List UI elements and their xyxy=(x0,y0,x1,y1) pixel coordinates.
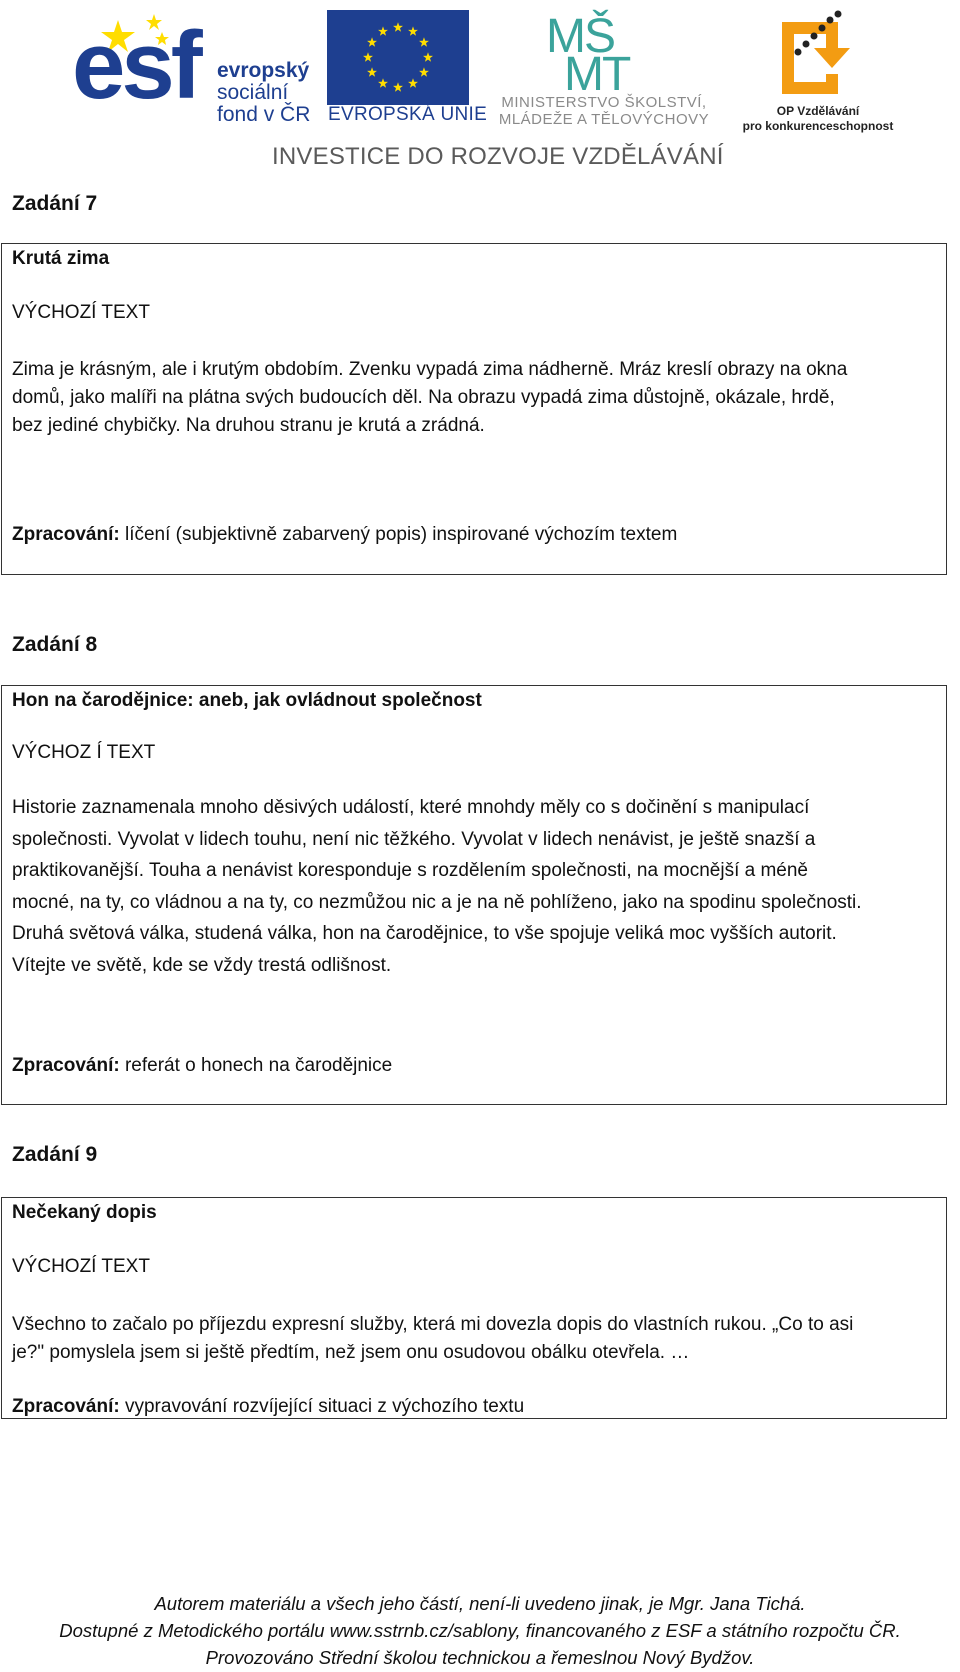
msmt-caption: MINISTERSTVO ŠKOLSTVÍ, MLÁDEŽE A TĚLOVÝCHOVY xyxy=(498,94,710,128)
task-description: Zpracování: referát o honech na čarodějnice xyxy=(12,1055,393,1076)
investice-slogan: INVESTICE DO ROZVOJE VZDĚLÁVÁNÍ xyxy=(272,143,724,170)
task-description: Zpracování: vypravování rozvíjející situaci z výchozího textu xyxy=(12,1396,525,1417)
assignment-heading: Zadání 9 xyxy=(12,1143,98,1166)
svg-text:MT: MT xyxy=(564,48,630,92)
source-text-label: VÝCHOZÍ TEXT xyxy=(12,1256,150,1277)
source-text: Všechno to začalo po příjezdu expresní služby, která mi dovezla dopis do vlastních rukou. „Co to asi je?" pomyslela jsem si ještě předtím, než jsem onu osudovou obálku otevřela. … xyxy=(12,1314,854,1363)
assignment-box xyxy=(1,1197,947,1419)
op-logo-icon xyxy=(768,8,864,102)
esf-logo-text: evropský sociální fond v ČR xyxy=(217,59,311,126)
header-logos xyxy=(0,0,960,175)
eu-caption: EVROPSKÁ UNIE xyxy=(328,104,488,125)
assignment-heading: Zadání 7 xyxy=(12,192,98,215)
source-text-label: VÝCHOZ Í TEXT xyxy=(12,742,156,763)
svg-text:MŠ: MŠ xyxy=(546,10,614,63)
op-caption: OP Vzdělávání pro konkurenceschopnost xyxy=(742,104,894,133)
assignment-heading: Zadání 8 xyxy=(12,633,98,656)
source-text-label: VÝCHOZÍ TEXT xyxy=(12,302,150,323)
footer-credits: Autorem materiálu a všech jeho částí, není-li uvedeno jinak, je Mgr. Jana Tichá. Dostupné z Metodického portálu www.sstrnb.cz/sablony, financovaného z ESF a státního rozpočtu ČR. Provozováno Střední školou technickou a řemeslnou Nový Bydžov. xyxy=(59,1593,901,1668)
task-description: Zpracování: líčení (subjektivně zabarvený popis) inspirované výchozím textem xyxy=(12,524,678,545)
eu-flag-icon xyxy=(327,10,469,105)
source-text: Historie zaznamenala mnoho děsivých událostí, které mnohdy měly co s dočinění s manipulací společnosti. Vyvolat v lidech touhu, není nic těžkého. Vyvolat v lidech nenávist, je ještě snazší a praktikovanější. Touha a nenávist koresponduje s rozdělením společnosti, na mocnější a méně mocné, na ty, co vládnou a na ty, co nezmůžou nic a je na ně pohlíženo, jako na spodinu společnosti. Druhá světová válka, studená válka, hon na čarodějnice, to vše spojuje veliká moc vyšších autorit. Vítejte ve světě, kde se vždy trestá odlišnost. xyxy=(12,797,862,976)
esf-logo-mark: esf xyxy=(72,12,199,119)
msmt-logo-icon xyxy=(542,6,664,92)
assignment-title: Nečekaný dopis xyxy=(12,1202,157,1223)
assignment-title: Krutá zima xyxy=(12,248,110,269)
assignment-title: Hon na čarodějnice: aneb, jak ovládnout společnost xyxy=(12,690,482,711)
source-text: Zima je krásným, ale i krutým obdobím. Zvenku vypadá zima nádherně. Mráz kreslí obrazy na okna domů, jako malíři na plátna svých budoucích děl. Na obrazu vypadá zima důstojně, okázale, hrdě, bez jediné chybičky. Na druhou stranu je krutá a zrádná. xyxy=(12,359,848,436)
